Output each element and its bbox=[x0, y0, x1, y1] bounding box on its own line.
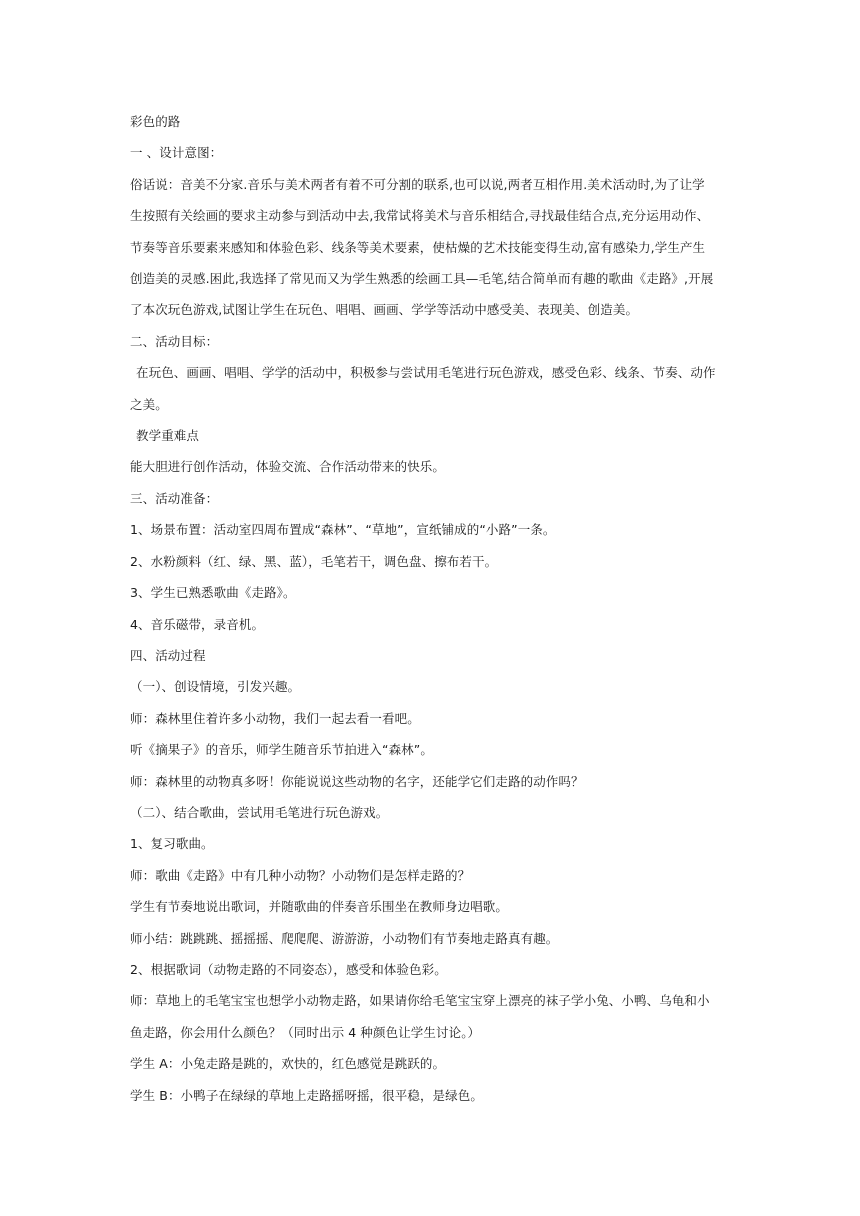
paragraph-line: 学生 B：小鸭子在绿绿的草地上走路摇呀摇，很平稳，是绿色。 bbox=[130, 1087, 483, 1103]
section-heading: 一 、设计意图： bbox=[130, 145, 223, 161]
section-heading: 四、活动过程 bbox=[130, 647, 206, 663]
paragraph-line: 之美。 bbox=[130, 396, 168, 412]
paragraph-line: 师小结：跳跳跳、摇摇摇、爬爬爬、游游游，小动物们有节奏地走路真有趣。 bbox=[130, 930, 559, 946]
paragraph-line: 师：森林里住着许多小动物，我们一起去看一看吧。 bbox=[130, 710, 420, 726]
subheading: 教学重难点 bbox=[136, 428, 200, 444]
paragraph-line: 创造美的灵感.困此,我选择了常见而又为学生熟悉的绘画工具—毛笔,结合简单而有趣的歌曲《走路》,开展 bbox=[130, 271, 714, 287]
paragraph-line: 师：森林里的动物真多呀！你能说说这些动物的名字，还能学它们走路的动作吗？ bbox=[130, 773, 584, 789]
paragraph-line: 在玩色、画画、唱唱、学学的活动中，积极参与尝试用毛笔进行玩色游戏，感受色彩、线条、节奏、动作 bbox=[136, 365, 716, 381]
paragraph-line: 了本次玩色游戏,试图让学生在玩色、唱唱、画画、学学等活动中感受美、表现美、创造美。 bbox=[130, 302, 639, 318]
document-page bbox=[130, 106, 730, 1111]
paragraph-line: 能大胆进行创作活动，体验交流、合作活动带来的快乐。 bbox=[130, 459, 446, 475]
paragraph-line: 鱼走路，你会用什么颜色？（同时出示 4 种颜色让学生讨论。） bbox=[130, 1024, 481, 1040]
paragraph-line: 师：草地上的毛笔宝宝也想学小动物走路，如果请你给毛笔宝宝穿上漂亮的袜子学小兔、小鸭、乌龟和小 bbox=[130, 993, 710, 1009]
paragraph-line: 师：歌曲《走路》中有几种小动物？小动物们是怎样走路的？ bbox=[130, 867, 471, 883]
paragraph-line: 听《摘果子》的音乐，师学生随音乐节拍进入“森林”。 bbox=[130, 742, 433, 758]
list-item: 2、根据歌词（动物走路的不同姿态），感受和体验色彩。 bbox=[130, 961, 447, 977]
section-heading: 三、活动准备： bbox=[130, 490, 219, 506]
list-item: 1、场景布置：活动室四周布置成“森林”、“草地”，宣纸铺成的“小路”一条。 bbox=[130, 522, 556, 538]
document-title: 彩色的路 bbox=[130, 114, 181, 129]
section-heading: 二、活动目标： bbox=[130, 333, 219, 349]
paragraph-line: 学生 A：小兔走路是跳的，欢快的，红色感觉是跳跃的。 bbox=[130, 1056, 446, 1072]
paragraph-line: 生按照有关绘画的要求主动参与到活动中去,我常试将美术与音乐相结合,寻找最佳结合点,充分运用动作、 bbox=[130, 208, 710, 224]
list-item: 3、学生已熟悉歌曲《走路》。 bbox=[130, 585, 296, 601]
paragraph-line: 学生有节奏地说出歌词，并随歌曲的伴奏音乐围坐在教师身边唱歌。 bbox=[130, 899, 509, 915]
paragraph-line: 节奏等音乐要素来感知和体验色彩、线条等美术要素，使枯燥的艺术技能变得生动,富有感染力,学生产生 bbox=[130, 239, 706, 255]
list-item: 1、复习歌曲。 bbox=[130, 836, 214, 852]
paragraph-line: 俗话说：音美不分家.音乐与美术两者有着不可分割的联系,也可以说,两者互相作用.美术活动时,为了让学 bbox=[130, 176, 705, 192]
list-item: 2、水粉颜料（红、绿、黑、蓝），毛笔若干，调色盘、擦布若干。 bbox=[130, 553, 498, 569]
list-item: 4、音乐磁带，录音机。 bbox=[130, 616, 265, 632]
subheading: （二）、结合歌曲，尝试用毛笔进行玩色游戏。 bbox=[130, 804, 389, 820]
subheading: （一）、创设情境，引发兴趣。 bbox=[130, 679, 301, 695]
